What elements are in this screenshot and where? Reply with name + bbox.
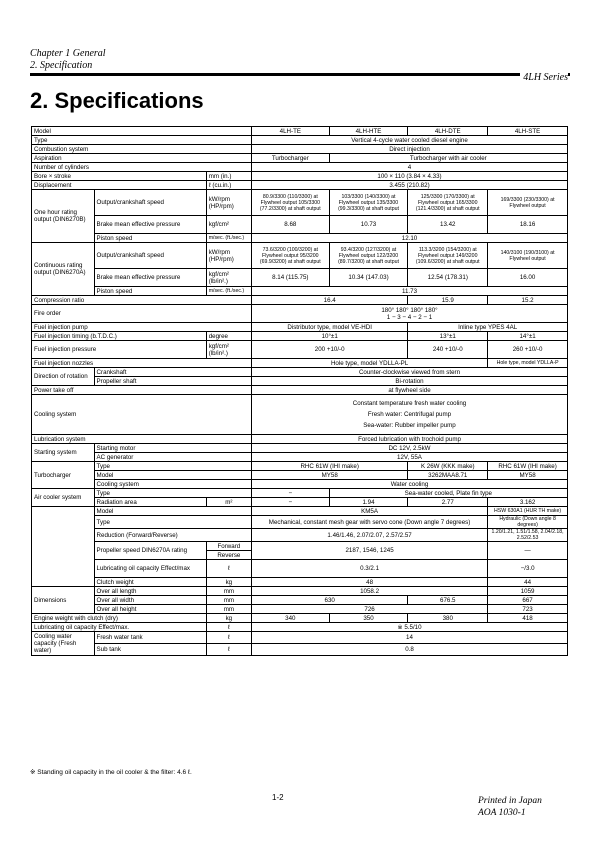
table-row <box>32 368 568 377</box>
cooling-water-label: Cooling water capacity (Fresh water) <box>32 632 95 656</box>
compression-value: 15.2 <box>488 296 568 305</box>
table-row <box>32 587 568 596</box>
lubrication-value: Forced lubrication with trochoid pump <box>252 435 568 444</box>
bmep-value: 10.73 <box>329 216 408 234</box>
piston-speed-label: Piston speed <box>94 234 206 243</box>
table-row <box>32 172 568 181</box>
pressure-label: Fuel injection pressure <box>32 341 207 359</box>
bmep-value: 18.16 <box>488 216 568 234</box>
table-row <box>32 507 568 516</box>
table-row <box>32 498 568 507</box>
piston-speed-unit: m/sec. (ft./sec.) <box>206 234 251 243</box>
page-number: 1-2 <box>272 793 284 802</box>
table-row <box>32 596 568 605</box>
air-cooler-type-value: Sea-water cooled, Plate fin type <box>329 489 567 498</box>
nozzle-label: Fuel injection nozzles <box>32 359 252 368</box>
fire-order-sequence: 1 − 3 − 4 − 2 − 1 <box>386 313 433 321</box>
fire-order-label: Fire order <box>32 305 252 323</box>
displacement-value: 3.455 (210.82) <box>252 181 568 190</box>
oil-capacity-label: Lubricating oil capacity Effect/max. <box>32 623 207 632</box>
fresh-water-tank-unit: ℓ <box>206 632 251 644</box>
gear-oil-label: Lubricating oil capacity Effect/max <box>94 560 206 578</box>
output-value: 103/3300 (140/3300) at Flywheel output 135/3300 (99.3/3300) at shaft output <box>329 190 408 216</box>
model-label: Model <box>32 127 252 136</box>
table-row <box>32 516 568 529</box>
air-cooler-type-label: Type <box>94 489 251 498</box>
table-row <box>32 136 568 145</box>
reverse-label: Reverse <box>206 551 251 560</box>
output-value: 93.4/3200 (127/3200) at Flywheel output 122/3200 (89.7/3200) at shaft output <box>329 243 408 269</box>
generator-value: 12V, 55A <box>252 453 568 462</box>
gear-oil-value: 0.3/2.1 <box>252 560 488 578</box>
header-rule <box>30 73 570 76</box>
gear-model-value: HSW 630A1 (HUR TH make) <box>488 507 568 516</box>
turbo-type-label: Type <box>94 462 251 471</box>
bore-unit: mm (in.) <box>206 172 251 181</box>
model-name: 4LH-TE <box>252 127 330 136</box>
piston-speed-value: 11.73 <box>252 287 568 296</box>
starting-motor-label: Starting motor <box>94 444 251 453</box>
propeller-speed-label: Propeller speed DIN6270A rating <box>94 542 206 560</box>
section-title: 2. Specification <box>30 60 93 71</box>
timing-value: 10°±1 <box>252 332 408 341</box>
table-row <box>32 287 568 296</box>
table-row <box>32 489 568 498</box>
gear-model-value: KM5A <box>252 507 488 516</box>
dimensions-label: Dimensions <box>32 587 95 614</box>
pump-value: Distributor type, model VE-HDI <box>252 323 408 332</box>
width-unit: mm <box>206 596 251 605</box>
nozzle-value: Hole type, model YDLLA-P <box>488 359 568 368</box>
rotation-label: Direction of rotation <box>32 368 95 386</box>
table-row <box>32 359 568 368</box>
table-row <box>32 578 568 587</box>
output-value: 125/3300 (170/3300) at Flywheel output 165/3300 (121.4/3300) at shaft output <box>408 190 488 216</box>
output-speed-label: Output/crankshaft speed <box>94 190 206 216</box>
combustion-label: Combustion system <box>32 145 252 154</box>
spec-table <box>31 126 568 656</box>
turbo-model-value: MY58 <box>488 471 568 480</box>
length-unit: mm <box>206 587 251 596</box>
table-row <box>32 377 568 386</box>
table-row <box>32 154 568 163</box>
reduction-label: Reduction (Forward/Reverse) <box>94 529 251 542</box>
bore-label: Bore × stroke <box>32 172 207 181</box>
bmep-label: Brake mean effective pressure <box>94 216 206 234</box>
table-row <box>32 435 568 444</box>
table-row <box>32 243 568 269</box>
table-row <box>32 163 568 172</box>
propeller-speed-value: 2187, 1546, 1245 <box>252 542 488 560</box>
turbo-type-value: K 26W (KKK make) <box>408 462 488 471</box>
radiation-area-unit: m² <box>206 498 251 507</box>
crankshaft-value: Counter-clockwise viewed from stern <box>252 368 568 377</box>
turbo-cooling-value: Water cooling <box>252 480 568 489</box>
table-row <box>32 453 568 462</box>
radiation-area-value: 1.94 <box>329 498 408 507</box>
compression-value: 15.9 <box>408 296 488 305</box>
table-row <box>32 190 568 216</box>
width-value: 630 <box>252 596 408 605</box>
starting-motor-value: DC 12V, 2.5kW <box>252 444 568 453</box>
gear-oil-value: −/3.0 <box>488 560 568 578</box>
sub-tank-unit: ℓ <box>206 644 251 656</box>
compression-value: 16.4 <box>252 296 408 305</box>
turbo-model-label: Model <box>94 471 251 480</box>
chapter-header <box>30 48 106 72</box>
output-value: 169/3300 (230/3300) at Flywheel output <box>488 190 568 216</box>
table-row <box>32 323 568 332</box>
piston-speed-unit: m/sec. (ft./sec.) <box>206 287 251 296</box>
pressure-value: 240 +10/-0 <box>408 341 488 359</box>
clutch-weight-value: 44 <box>488 578 568 587</box>
turbo-cooling-label: Cooling system <box>94 480 251 489</box>
output-value: 140/3100 (190/3100) at Flywheel output <box>488 243 568 269</box>
printed-in: Printed in Japan <box>478 796 542 806</box>
turbo-type-value: RHC 61W (IHI make) <box>488 462 568 471</box>
fire-order-angles: 180° 180° 180° 180° <box>381 306 438 314</box>
model-name: 4LH-HTE <box>329 127 408 136</box>
gear-group-cell <box>32 507 95 587</box>
output-speed-label: Output/crankshaft speed <box>94 243 206 269</box>
gear-oil-unit: ℓ <box>206 560 251 578</box>
radiation-area-value: − <box>252 498 330 507</box>
timing-label: Fuel injection timing (b.T.D.C.) <box>32 332 207 341</box>
length-value: 1058.2 <box>252 587 488 596</box>
pump-value: Inline type YPES 4AL <box>408 323 568 332</box>
table-row <box>32 471 568 480</box>
page-title: 2. Specifications <box>30 88 204 113</box>
aspiration-value: Turbocharger with air cooler <box>329 154 567 163</box>
output-value: 73.6/3200 (100/3200) at Flywheel output 95/3200 (69.9/3200) at shaft output <box>252 243 330 269</box>
table-row <box>32 296 568 305</box>
radiation-area-label: Radiation area <box>94 498 206 507</box>
gear-type-value: Hydraulic (Down angle 8 degrees) <box>488 516 568 529</box>
table-row <box>32 341 568 359</box>
cooling-label: Cooling system <box>32 395 252 435</box>
turbo-model-value: 3262MAA8.71 <box>408 471 488 480</box>
clutch-weight-value: 48 <box>252 578 488 587</box>
cooling-value: Constant temperature fresh water cooling <box>352 400 467 407</box>
gear-model-label: Model <box>94 507 251 516</box>
length-label: Over all length <box>94 587 206 596</box>
bmep-unit: kgf/cm² (lb/in².) <box>206 269 251 287</box>
height-value: 726 <box>252 605 488 614</box>
table-row <box>32 529 568 542</box>
clutch-weight-unit: kg <box>206 578 251 587</box>
cooling-value: Sea-water: Rubber impeller pump <box>363 422 456 429</box>
width-value: 667 <box>488 596 568 605</box>
table-row <box>32 127 568 136</box>
table-row <box>32 623 568 632</box>
height-unit: mm <box>206 605 251 614</box>
length-value: 1059 <box>488 587 568 596</box>
type-value: Vertical 4-cycle water cooled diesel engine <box>252 136 568 145</box>
engine-weight-value: 380 <box>408 614 488 623</box>
engine-weight-value: 418 <box>488 614 568 623</box>
footnote: ※ Standing oil capacity in the oil cooler & the filter: 4.6 ℓ. <box>30 769 192 776</box>
bore-value: 100 × 110 (3.84 × 4.33) <box>252 172 568 181</box>
pto-value: at flywheel side <box>252 386 568 395</box>
width-value: 676.5 <box>408 596 488 605</box>
fresh-water-tank-label: Fresh water tank <box>94 632 206 644</box>
crankshaft-label: Crankshaft <box>94 368 251 377</box>
radiation-area-value: 3.162 <box>488 498 568 507</box>
chapter-title: Chapter 1 General <box>30 48 106 59</box>
table-row <box>32 145 568 154</box>
print-info <box>478 795 542 819</box>
table-row <box>32 542 568 551</box>
doc-code: AOA 1030-1 <box>478 808 526 818</box>
pressure-value: 200 +10/-0 <box>252 341 408 359</box>
aspiration-value: Turbocharger <box>252 154 330 163</box>
compression-label: Compression ratio <box>32 296 252 305</box>
radiation-area-value: 2.77 <box>408 498 488 507</box>
pressure-unit: kgf/cm² (lb/in².) <box>206 341 251 359</box>
table-row <box>32 234 568 243</box>
table-row <box>32 332 568 341</box>
table-row <box>32 632 568 644</box>
bmep-value: 8.14 (115.75) <box>252 269 330 287</box>
lubrication-label: Lubrication system <box>32 435 252 444</box>
reduction-value: 1.46/1.46, 2.07/2.07, 2.57/2.57 <box>252 529 488 542</box>
continuous-rating-label: Continuous rating output (DIN6270A) <box>32 243 95 296</box>
one-hour-rating-label: One hour rating output (DIN6270B) <box>32 190 95 243</box>
turbo-type-value: RHC 61W (IHI make) <box>252 462 408 471</box>
gear-type-value: Mechanical, constant mesh gear with servo cone (Down angle 7 degrees) <box>252 516 488 529</box>
bmep-value: 8.68 <box>252 216 330 234</box>
reduction-value: 1.20/1.21, 1.51/1.58, 2.04/2.18, 2.52/2.53 <box>488 529 568 542</box>
engine-weight-label: Engine weight with clutch (dry) <box>32 614 207 623</box>
generator-label: AC generator <box>94 453 251 462</box>
clutch-weight-label: Clutch weight <box>94 578 206 587</box>
propeller-shaft-label: Propeller shaft <box>94 377 251 386</box>
table-row <box>32 269 568 287</box>
propeller-shaft-value: Bi-rotation <box>252 377 568 386</box>
pump-label: Fuel injection pump <box>32 323 252 332</box>
forward-label: Forward <box>206 542 251 551</box>
table-row <box>32 480 568 489</box>
table-row <box>32 305 568 323</box>
cylinders-value: 4 <box>252 163 568 172</box>
timing-value: 13°±1 <box>408 332 488 341</box>
bmep-value: 10.34 (147.03) <box>329 269 408 287</box>
table-row <box>32 560 568 578</box>
piston-speed-value: 12.10 <box>252 234 568 243</box>
propeller-speed-value: — <box>488 542 568 560</box>
series-label: 4LH Series <box>520 72 568 83</box>
pto-label: Power take off <box>32 386 252 395</box>
height-label: Over all height <box>94 605 206 614</box>
model-name: 4LH-DTE <box>408 127 488 136</box>
engine-weight-unit: kg <box>206 614 251 623</box>
table-row <box>32 614 568 623</box>
air-cooler-type-value: − <box>252 489 330 498</box>
table-row <box>32 395 568 435</box>
turbo-label: Turbocharger <box>32 462 95 489</box>
table-row <box>32 386 568 395</box>
engine-weight-value: 340 <box>252 614 330 623</box>
engine-weight-value: 350 <box>329 614 408 623</box>
output-speed-unit: kW/rpm (HP/rpm) <box>206 243 251 269</box>
bmep-value: 12.54 (178.31) <box>408 269 488 287</box>
table-row <box>32 462 568 471</box>
combustion-value: Direct injection <box>252 145 568 154</box>
pressure-value: 260 +10/-0 <box>488 341 568 359</box>
type-label: Type <box>32 136 252 145</box>
oil-capacity-value: ※ 5.5/10 <box>252 623 568 632</box>
nozzle-value: Hole type, model YDLLA-PL <box>252 359 488 368</box>
table-row <box>32 216 568 234</box>
piston-speed-label: Piston speed <box>94 287 206 296</box>
timing-value: 14°±1 <box>488 332 568 341</box>
aspiration-label: Aspiration <box>32 154 252 163</box>
bmep-unit: kgf/cm² <box>206 216 251 234</box>
table-row <box>32 644 568 656</box>
table-row <box>32 605 568 614</box>
turbo-model-value: MY58 <box>252 471 408 480</box>
fresh-water-tank-value: 14 <box>252 632 568 644</box>
sub-tank-value: 0.8 <box>252 644 568 656</box>
table-row <box>32 181 568 190</box>
timing-unit: degree <box>206 332 251 341</box>
table-row <box>32 444 568 453</box>
gear-type-label: Type <box>94 516 251 529</box>
bmep-value: 13.42 <box>408 216 488 234</box>
cylinders-label: Number of cylinders <box>32 163 252 172</box>
model-name: 4LH-STE <box>488 127 568 136</box>
starting-label: Starting system <box>32 444 95 462</box>
output-speed-unit: kW/rpm (HP/rpm) <box>206 190 251 216</box>
height-value: 723 <box>488 605 568 614</box>
oil-capacity-unit: ℓ <box>206 623 251 632</box>
sub-tank-label: Sub tank <box>94 644 206 656</box>
cooling-value: Fresh water: Centrifugal pump <box>367 411 452 418</box>
width-label: Over all width <box>94 596 206 605</box>
air-cooler-label: Air cooler system <box>32 489 95 507</box>
displacement-unit: ℓ (cu.in.) <box>206 181 251 190</box>
bmep-value: 16.00 <box>488 269 568 287</box>
bmep-label: Brake mean effective pressure <box>94 269 206 287</box>
output-value: 80.9/3300 (110/3300) at Flywheel output 105/3300 (77.2/3300) at shaft output <box>252 190 330 216</box>
displacement-label: Displacement <box>32 181 207 190</box>
output-value: 113.3/3200 (154/3200) at Flywheel output 149/3200 (109.6/3200) at shaft output <box>408 243 488 269</box>
